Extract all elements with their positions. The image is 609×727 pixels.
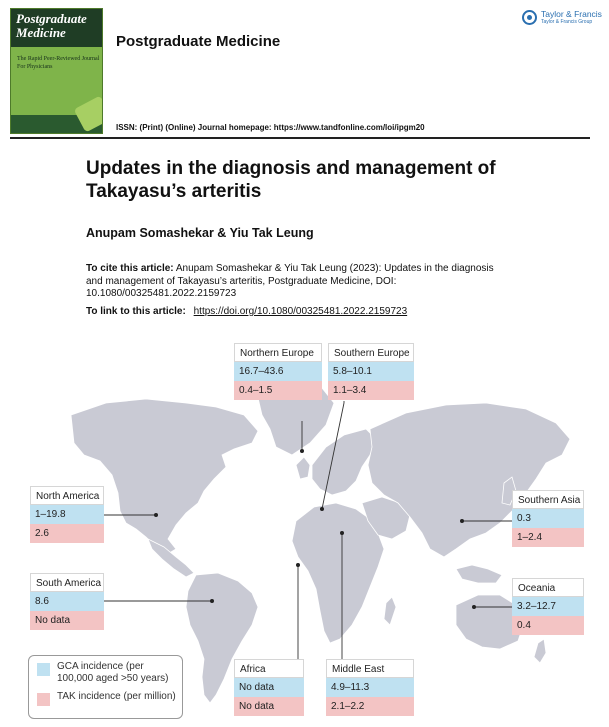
region-gca-value: 8.6 (30, 592, 104, 611)
region-gca-value: 5.8–10.1 (328, 362, 414, 381)
publisher-group-text: Taylor & Francis Group (541, 19, 593, 25)
region-gca-value: 0.3 (512, 509, 584, 528)
region-tak-value: 1.1–3.4 (328, 381, 414, 400)
region-box-middle-east (326, 659, 414, 716)
journal-cover (10, 8, 103, 134)
legend-item-gca (37, 661, 182, 687)
region-gca-value: No data (234, 678, 304, 697)
map-europe (312, 429, 376, 495)
region-gca-value: 4.9–11.3 (326, 678, 414, 697)
region-box-oceania (512, 578, 584, 635)
region-tak-value: 0.4 (512, 616, 584, 635)
region-gca-value: 1–19.8 (30, 505, 104, 524)
incidence-map-figure (26, 343, 586, 723)
issn-line[interactable]: ISSN: (Print) (Online) Journal homepage: https://www.tandfonline.com/loi/ipgm20 (116, 123, 425, 132)
region-box-north-america (30, 486, 104, 543)
marker-africa (296, 563, 300, 567)
link-line (86, 306, 407, 317)
citation-block (86, 263, 496, 301)
article-title: Updates in the diagnosis and management of Takayasu’s arteritis (86, 158, 496, 202)
region-gca-value: 16.7–43.6 (234, 362, 322, 381)
region-name: Africa (234, 659, 304, 678)
marker-south-america (210, 599, 214, 603)
marker-northern-europe (300, 449, 304, 453)
map-new-zealand (534, 639, 546, 663)
publisher-logo-icon (522, 10, 537, 25)
region-name: North America (30, 486, 104, 505)
region-box-south-america (30, 573, 104, 630)
marker-middle-east (340, 531, 344, 535)
journal-name: Postgraduate Medicine (116, 33, 281, 50)
article-link[interactable]: https://doi.org/10.1080/00325481.2022.2159723 (193, 306, 408, 317)
map-madagascar (384, 597, 396, 625)
region-name: Southern Europe (328, 343, 414, 362)
region-tak-value: 2.1–2.2 (326, 697, 414, 716)
legend-label-gca: GCA incidence (per 100,000 aged >50 years) (57, 661, 169, 684)
region-name: Oceania (512, 578, 584, 597)
cover-title: Postgraduate Medicine (16, 11, 87, 40)
marker-southern-europe (320, 507, 324, 511)
map-uk (296, 457, 310, 479)
link-label: To link to this article: (86, 306, 186, 317)
legend-item-tak (37, 691, 182, 717)
region-name: Southern Asia (512, 490, 584, 509)
region-box-southern-europe (328, 343, 414, 400)
region-box-northern-europe (234, 343, 322, 400)
legend-label-tak: TAK incidence (per million) (57, 691, 176, 702)
marker-southern-asia (460, 519, 464, 523)
region-tak-value: No data (30, 611, 104, 630)
region-tak-value: 0.4–1.5 (234, 381, 322, 400)
region-tak-value: No data (234, 697, 304, 716)
marker-north-america (154, 513, 158, 517)
map-legend (28, 655, 183, 719)
cite-text: Anupam Somashekar & Yiu Tak Leung (2023): Updates in the diagnosis and management of Takayasu’s arteritis, Postgraduate Medicine, DOI: 10.1080/00325481.2022.2159723 (86, 263, 494, 299)
region-name: Middle East (326, 659, 414, 678)
header-divider (10, 137, 590, 139)
cover-subtitle: The Rapid Peer-Reviewed Journal For Physicians (17, 56, 100, 70)
region-name: South America (30, 573, 104, 592)
region-box-africa (234, 659, 304, 716)
article-authors: Anupam Somashekar & Yiu Tak Leung (86, 226, 314, 240)
region-box-southern-asia (512, 490, 584, 547)
region-tak-value: 2.6 (30, 524, 104, 543)
cite-label: To cite this article: (86, 263, 174, 274)
region-name: Northern Europe (234, 343, 322, 362)
legend-swatch-gca (37, 663, 50, 676)
region-tak-value: 1–2.4 (512, 528, 584, 547)
publisher-logo-text: Taylor & Francis (541, 9, 602, 19)
marker-oceania (472, 605, 476, 609)
map-se-asia-islands (456, 565, 502, 583)
publisher-logo[interactable] (522, 9, 600, 29)
legend-swatch-tak (37, 693, 50, 706)
region-gca-value: 3.2–12.7 (512, 597, 584, 616)
